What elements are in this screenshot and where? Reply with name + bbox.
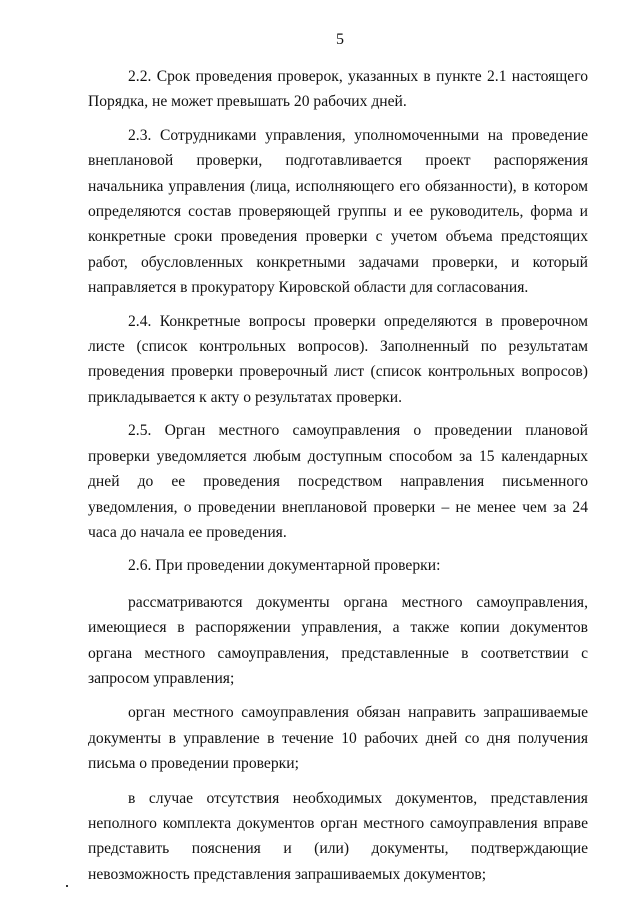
page-number: 5	[336, 31, 344, 48]
paragraph-2-5: 2.5. Орган местного самоуправления о проведении плановой проверки уведомляется любым доступным способом за 15 календарных дней до ее проведения посредством направления письменного уведомления, о проведении внеплановой проверки – не менее чем за 24 часа до начала ее проведения.	[88, 422, 588, 541]
paragraph-2-6-item-c: в случае отсутствия необходимых документов, представления неполного комплекта документов орган местного самоуправления вправе представить пояснения и (или) документы, подтверждающие невозможность представления запрашиваемых документов;	[88, 789, 588, 883]
document-body	[88, 64, 588, 896]
paragraph-2-6-item-b: орган местного самоуправления обязан направить запрашиваемые документы в управление в течение 10 рабочих дней со дня получения письма о проведении проверки;	[88, 704, 588, 773]
paragraph-2-4: 2.4. Конкретные вопросы проверки определяются в проверочном листе (список контрольных вопросов). Заполненный по результатам проведения проверки проверочный лист (список контрольных вопросов) прикладывается к акту о результатах проверки.	[88, 312, 588, 406]
scan-speck	[66, 885, 68, 887]
paragraph-2-6: 2.6. При проведении документарной проверки:	[128, 557, 441, 575]
paragraph-2-6-item-a: рассматриваются документы органа местного самоуправления, имеющиеся в распоряжении управления, а также копии документов органа местного самоуправления, представленные в соответствии с запросом управления;	[88, 593, 588, 687]
paragraph-2-3: 2.3. Сотрудниками управления, уполномоченными на проведение внеплановой проверки, подготавливается проект распоряжения начальника управления (лица, исполняющего его обязанности), в котором определяются состав проверяющей группы и ее руководитель, форма и конкретные сроки проведения проверки с учетом объема предстоящих работ, обусловленных конкретными задачами проверки, и который направляется в прокуратору Кировской области для согласования.	[88, 126, 588, 297]
paragraph-2-2: 2.2. Срок проведения проверок, указанных в пункте 2.1 настоящего Порядка, не может превышать 20 рабочих дней.	[88, 68, 588, 111]
